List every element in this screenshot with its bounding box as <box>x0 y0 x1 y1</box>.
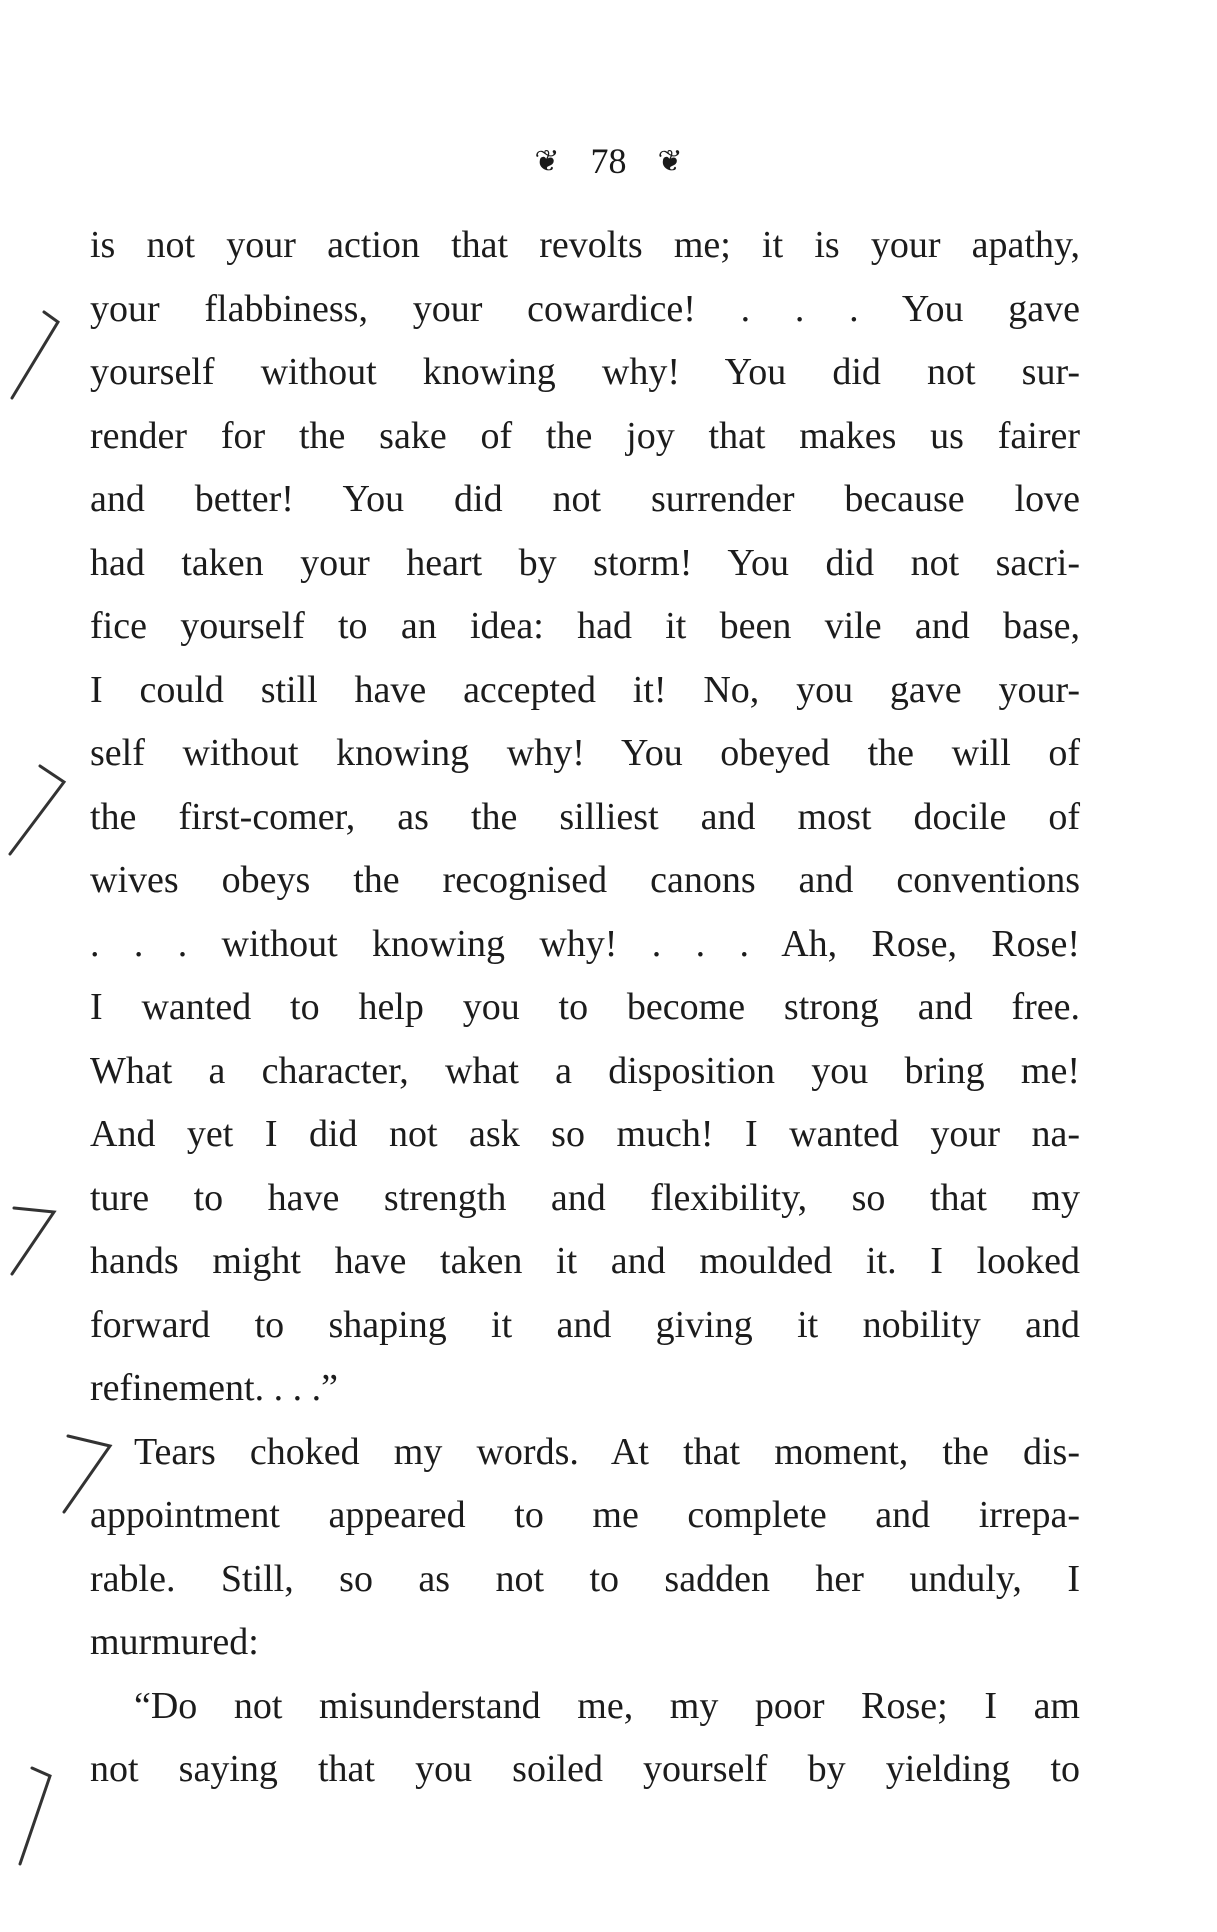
text-line: refinement. . . .” <box>90 1367 338 1409</box>
text-line: the first-comer, as the silliest and most docile of <box>90 795 1080 838</box>
text-line: hands might have taken it and moulded it. I looked <box>90 1240 1080 1282</box>
text-line: your flabbiness, your cowardice! . . . You gave <box>90 287 1080 330</box>
text-line: yourself without knowing why! You did not sur- <box>90 351 1080 393</box>
text-line: What a character, what a disposition you bring me! <box>90 1049 1080 1092</box>
text-line: . . . without knowing why! . . . Ah, Rose, Rose! <box>90 922 1080 965</box>
text-line: wives obeys the recognised canons and conventions <box>90 859 1080 901</box>
text-line: And yet I did not ask so much! I wanted your na- <box>90 1113 1080 1155</box>
text-line: render for the sake of the joy that makes us fairer <box>90 414 1080 457</box>
text-line: appointment appeared to me complete and irrepa- <box>90 1494 1080 1536</box>
text-line: I could still have accepted it! No, you gave your- <box>90 668 1080 711</box>
page-body-text <box>90 214 1080 1802</box>
margin-pencil-mark-icon <box>0 1760 80 1870</box>
text-line: had taken your heart by storm! You did not sacri- <box>90 541 1080 584</box>
text-line: fice yourself to an idea: had it been vile and base, <box>90 605 1080 647</box>
margin-pencil-mark-icon <box>0 758 80 868</box>
text-line: rable. Still, so as not to sadden her unduly, I <box>90 1557 1080 1600</box>
text-line: “Do not misunderstand me, my poor Rose; I am <box>134 1684 1080 1727</box>
margin-pencil-mark-icon <box>0 1190 80 1300</box>
text-line: murmured: <box>90 1621 259 1663</box>
margin-pencil-mark-icon <box>0 300 80 410</box>
text-line: and better! You did not surrender because love <box>90 478 1080 520</box>
text-line: ture to have strength and flexibility, so that my <box>90 1176 1080 1219</box>
ornament-left-icon: ❦ <box>534 145 560 178</box>
text-line: self without knowing why! You obeyed the will of <box>90 732 1080 774</box>
page-number: 78 <box>590 141 627 181</box>
text-line: not saying that you soiled yourself by yielding to <box>90 1748 1080 1790</box>
page-header <box>0 140 1217 182</box>
text-line: forward to shaping it and giving it nobility and <box>90 1303 1080 1346</box>
text-line: I wanted to help you to become strong and free. <box>90 986 1080 1028</box>
text-line: Tears choked my words. At that moment, the dis- <box>134 1430 1080 1473</box>
ornament-right-icon: ❦ <box>657 145 683 178</box>
text-line: is not your action that revolts me; it is your apathy, <box>90 224 1080 266</box>
